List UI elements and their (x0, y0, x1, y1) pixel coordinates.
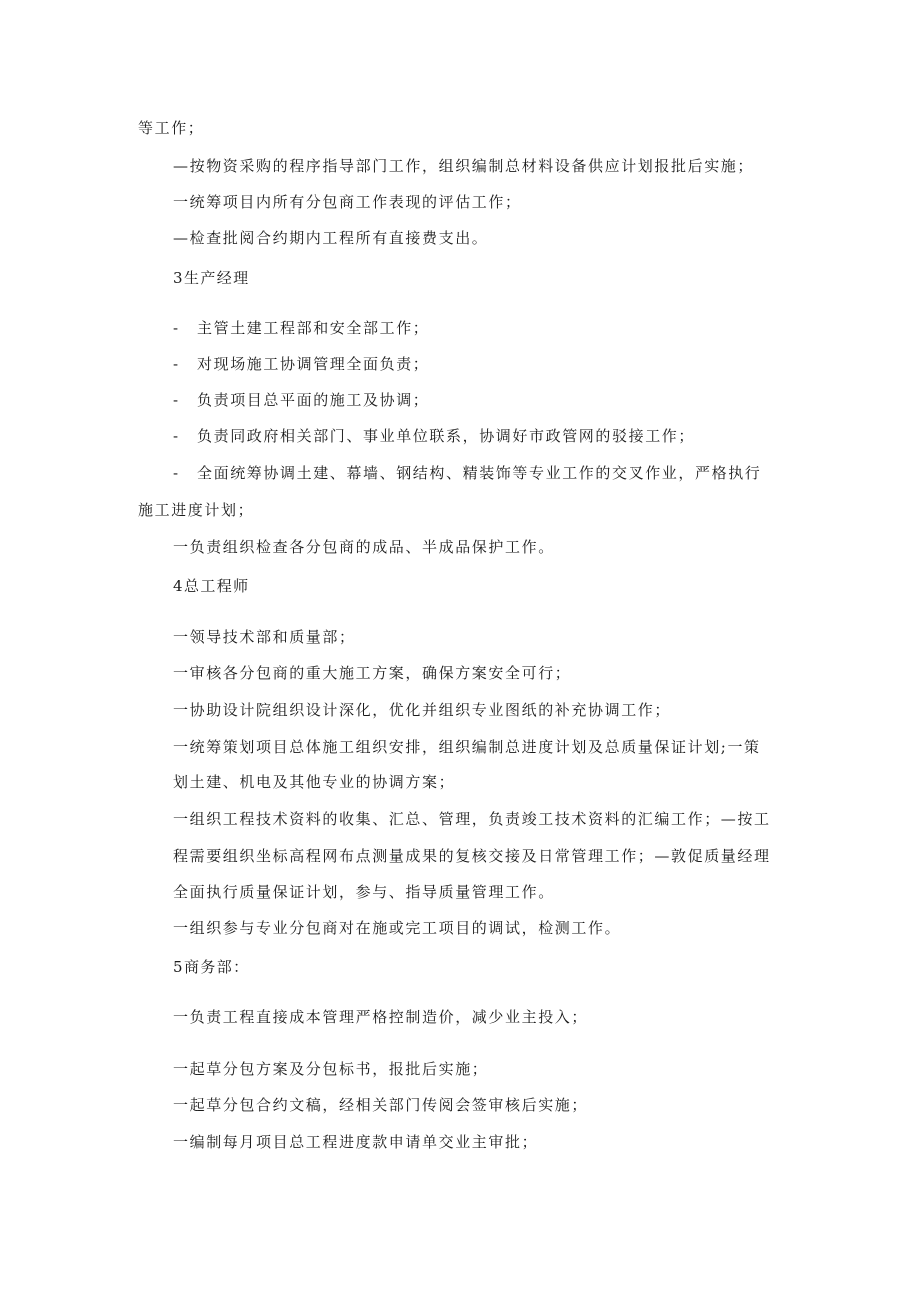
text-line: 一组织工程技术资料的收集、汇总、管理，负责竣工技术资料的汇编工作；—按工 (173, 810, 771, 828)
text-line: 一负责工程直接成本管理严格控制造价，减少业主投入； (173, 1008, 589, 1026)
text-line: 一协助设计院组织设计深化，优化并组织专业图纸的补充协调工作； (173, 701, 672, 719)
dash-marker: - (173, 464, 180, 482)
list-item (173, 390, 429, 410)
list-item-text: 主管土建工程部和安全部工作； (197, 319, 430, 337)
text-line: 全面执行质量保证计划，参与、指导质量管理工作。 (173, 883, 555, 901)
dash-marker: - (173, 355, 180, 373)
text-line: 程需要组织坐标高程网布点测量成果的复核交接及日常管理工作；—敦促质量经理 (173, 847, 771, 865)
text-line: 一起草分包方案及分包标书，报批后实施； (173, 1060, 489, 1078)
text-line: 一审核各分包商的重大施工方案，确保方案安全可行； (173, 664, 572, 682)
text-line: 划土建、机电及其他专业的协调方案； (173, 773, 456, 791)
dash-marker: - (173, 427, 180, 445)
dash-marker: - (173, 319, 180, 337)
text-line: 一负责组织检查各分包商的成品、半成品保护工作。 (173, 538, 555, 556)
text-line: 一统筹项目内所有分包商工作表现的评估工作； (173, 193, 522, 211)
text-line: 施工进度计划； (138, 501, 255, 519)
text-line: 一组织参与专业分包商对在施或完工项目的调试，检测工作。 (173, 919, 622, 937)
text-line: —检查批阅合约期内工程所有直接费支出。 (173, 229, 489, 247)
list-item (173, 463, 761, 483)
list-item (173, 426, 695, 446)
list-item (173, 318, 429, 338)
section-heading: 5商务部： (173, 958, 250, 976)
section-heading: 4总工程师 (173, 577, 250, 595)
list-item-text: 负责同政府相关部门、事业单位联系，协调好市政管网的驳接工作； (197, 427, 696, 445)
text-line: 一起草分包合约文稿，经相关部门传阅会签审核后实施； (173, 1096, 589, 1114)
list-item (173, 354, 429, 374)
list-item-text: 负责项目总平面的施工及协调； (197, 391, 430, 409)
text-line: 一统筹策划项目总体施工组织安排，组织编制总进度计划及总质量保证计划;一策 (173, 738, 761, 756)
list-item-text: 对现场施工协调管理全面负责； (197, 355, 430, 373)
text-line: 一编制每月项目总工程进度款申请单交业主审批； (173, 1133, 539, 1151)
dash-marker: - (173, 391, 180, 409)
text-line: —按物资采购的程序指导部门工作，组织编制总材料设备供应计划报批后实施； (173, 157, 755, 175)
section-heading: 3生产经理 (173, 269, 250, 287)
text-line: 等工作； (138, 119, 205, 137)
text-line: 一领导技术部和质量部； (173, 628, 356, 646)
list-item-text: 全面统筹协调土建、幕墙、钢结构、精装饰等专业工作的交叉作业，严格执行 (197, 464, 762, 482)
